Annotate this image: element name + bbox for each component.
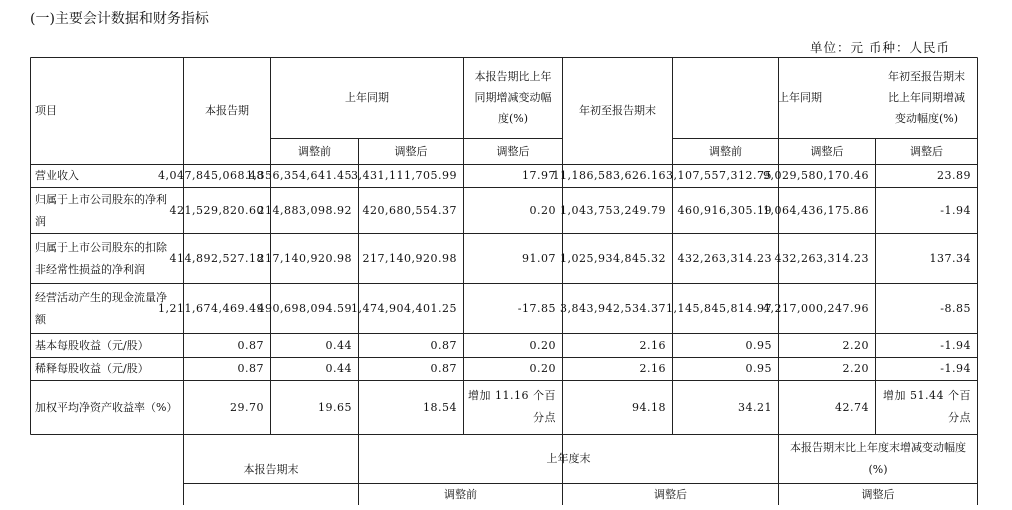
row-value: 29.70 [230,400,264,414]
bottom-after-adj: 调整后 [654,488,687,501]
subheader-after-adj-2: 调整后 [810,144,844,158]
row-value: -17.85 [517,301,556,315]
row-value: 420,680,554.37 [362,203,457,217]
row-value: 3,843,942,534.37 [560,301,666,315]
row-value: 1,025,934,845.32 [560,251,666,265]
row-value: 1,145,845,814.97 [666,301,772,315]
row-value: 217,140,920.98 [257,251,352,265]
row-value: 9,029,580,170.46 [763,169,869,182]
row-value: 0.87 [237,338,264,352]
row-value: 2.20 [842,338,869,352]
row-value: 91.07 [522,251,556,265]
bottom-change-pct: 本报告期末比上年度末增减变动幅度 (%) [790,441,966,476]
row-value: 0.20 [529,203,556,217]
row-value: 增加 11.16 个百 分点 [468,389,556,424]
row-value: 0.95 [745,362,772,375]
row-value: 1,211,674,469.49 [158,301,264,315]
row-label: 稀释每股收益（元/股） [35,362,149,375]
row-value: 3,107,557,312.75 [666,169,772,182]
row-value: 11,186,583,626.16 [552,169,666,182]
row-value: 34.21 [738,400,772,414]
subheader-before-adj: 调整前 [298,144,331,158]
row-value: 4,217,000,247.96 [763,301,869,315]
row-value: 17.97 [522,169,556,182]
row-value: 3,431,111,705.99 [351,169,457,182]
subheader-after-adj-change-2: 调整后 [910,144,943,158]
row-label: 经营活动产生的现金流量净 额 [35,290,167,326]
row-value: 1,356,354,641.45 [246,169,352,182]
page-title: (一)主要会计数据和财务指标 [30,11,209,27]
bottom-period-end: 本报告期末 [243,463,299,476]
row-label: 加权平均净资产收益率（%） [35,400,178,414]
header-current-period: 本报告期 [205,104,249,117]
row-value: 94.18 [632,400,666,414]
subheader-after-adj: 调整后 [394,144,428,158]
row-value: 2.20 [842,362,869,375]
row-value: 217,140,920.98 [362,251,457,265]
row-value: 19.65 [318,400,352,414]
row-value: 214,883,098.92 [257,203,352,217]
subheader-before-adj-2: 调整前 [709,144,742,158]
header-item: 项目 [35,104,57,117]
row-value: -1.94 [940,362,971,375]
row-label: 基本每股收益（元/股） [35,338,149,352]
row-value: 0.44 [325,362,352,375]
row-value: 42.74 [835,400,869,414]
row-value: 0.20 [529,362,556,375]
row-value: 增加 51.44 个百 分点 [883,389,971,424]
row-label: 归属于上市公司股东的净利 润 [35,192,167,228]
row-label: 归属于上市公司股东的扣除 非经常性损益的净利润 [35,240,167,276]
row-value: 0.87 [430,362,457,375]
row-value: 4,047,845,068.48 [158,169,264,182]
header-ytd-change-pct: 年初至报告期末 比上年同期增减 变动幅度(%) [888,70,965,125]
row-value: 0.44 [325,338,352,352]
header-change-pct: 本报告期比上年 同期增减变动幅 度(%) [474,70,552,125]
subheader-after-adj-change: 调整后 [496,144,530,158]
header-last-year-same-ytd: 上年同期 [778,91,822,104]
bottom-after-adj-2: 调整后 [861,488,895,501]
row-value: 460,916,305.19 [677,203,772,217]
row-value: 18.54 [423,400,457,414]
row-value: 1,474,904,401.25 [351,301,457,315]
row-value: 432,263,314.23 [774,251,869,265]
row-value: 0.87 [430,338,457,352]
row-value: 414,892,527.18 [169,251,264,265]
row-value: 490,698,094.59 [257,301,352,315]
row-value: 0.20 [529,338,556,352]
row-value: 2.16 [639,362,666,375]
bottom-before-adj: 调整前 [444,488,477,501]
row-value: 1,043,753,249.79 [560,203,666,217]
row-value: 23.89 [937,169,971,182]
header-last-year-same: 上年同期 [345,91,389,104]
row-value: -8.85 [940,301,971,315]
row-value: 0.87 [237,362,264,375]
row-label: 营业收入 [35,169,79,182]
row-value: 1,064,436,175.86 [763,203,869,217]
row-value: 2.16 [639,338,666,352]
row-value: 432,263,314.23 [677,251,772,265]
header-ytd: 年初至报告期末 [579,104,656,117]
row-value: 0.95 [745,338,772,352]
unit-currency-note: 单位：元 币种：人民币 [810,40,950,55]
row-value: -1.94 [940,203,971,217]
row-value: 137.34 [929,251,971,265]
row-value: -1.94 [940,338,971,352]
row-value: 421,529,820.60 [169,203,264,217]
bottom-last-year-end: 上年度末 [546,452,591,465]
